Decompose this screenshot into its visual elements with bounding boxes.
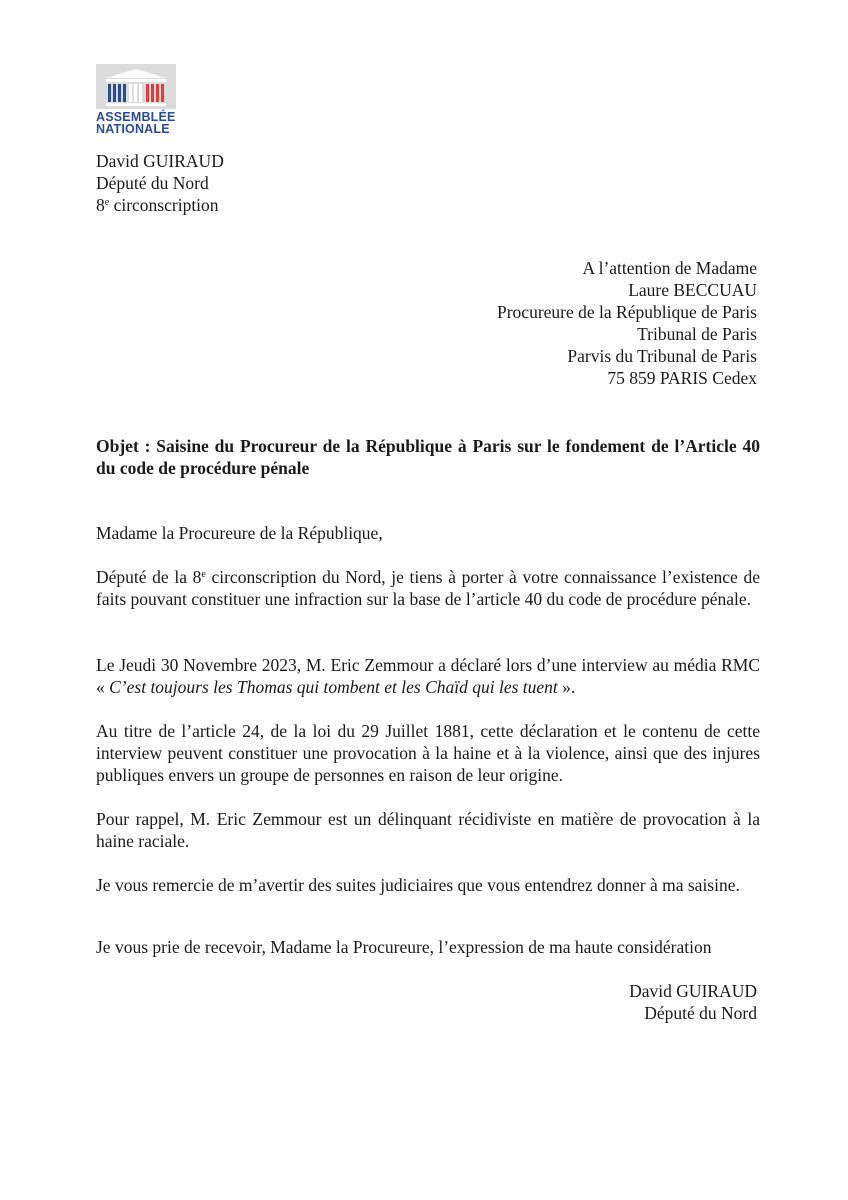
p2-quote: C’est toujours les Thomas qui tombent et les Chaïd qui les tuent (109, 677, 558, 697)
hemicycle-icon (96, 64, 176, 109)
recipient-line: Procureure de la République de Paris (497, 302, 757, 322)
p1-before: Député de la 8 (96, 567, 202, 587)
paragraph-5: Je vous remercie de m’avertir des suites judiciaires que vous entendrez donner à ma saisine. (96, 875, 740, 895)
p2-before: Le Jeudi 30 Novembre 2023, M. Eric Zemmour a déclaré lors d’une interview au média RMC « (96, 655, 760, 697)
sender-circonscription (96, 194, 224, 216)
recipient-block (497, 257, 757, 389)
p1-sup: e (201, 569, 206, 580)
salutation: Madame la Procureure de la République, (96, 523, 383, 543)
logo-line-1: ASSEMBLÉE (96, 110, 176, 124)
p2-after: ». (557, 677, 576, 697)
logo-line-2: NATIONALE (96, 122, 170, 136)
signature-title: Député du Nord (644, 1003, 757, 1023)
paragraph-4: Pour rappel, M. Eric Zemmour est un délinquant récidiviste en matière de provocation à la haine raciale. (96, 809, 760, 851)
circ-number: 8 (96, 195, 105, 215)
recipient-line: Tribunal de Paris (637, 324, 757, 344)
circ-text: circonscription (113, 195, 219, 215)
signature-name: David GUIRAUD (629, 981, 757, 1001)
paragraph-1 (96, 566, 760, 610)
sender-block (96, 150, 224, 216)
recipient-line: 75 859 PARIS Cedex (607, 368, 757, 388)
recipient-line: Parvis du Tribunal de Paris (567, 346, 757, 366)
circ-sup: e (104, 197, 110, 208)
assemblee-nationale-logo (96, 64, 178, 135)
recipient-line: A l’attention de Madame (582, 258, 757, 278)
recipient-line: Laure BECCUAU (628, 280, 757, 300)
signature-block (629, 980, 757, 1024)
subject-line: Objet : Saisine du Procureur de la République à Paris sur le fondement de l’Article 40 du code de procédure pénale (96, 436, 760, 478)
paragraph-3: Au titre de l’article 24, de la loi du 29 Juillet 1881, cette déclaration et le contenu de cette interview peuvent constituer une provocation à la haine et à la violence, ainsi que des injures publiques envers un groupe de personnes en raison de leur origine. (96, 721, 760, 785)
paragraph-2 (96, 654, 760, 698)
sender-title: Député du Nord (96, 173, 209, 193)
sender-name: David GUIRAUD (96, 151, 224, 171)
p1-after: circonscription du Nord, je tiens à porter à votre connaissance l’existence de faits pouvant constituer une infraction sur la base de l’article 40 du code de procédure pénale. (96, 567, 760, 609)
paragraph-6: Je vous prie de recevoir, Madame la Procureure, l’expression de ma haute considération (96, 937, 712, 957)
